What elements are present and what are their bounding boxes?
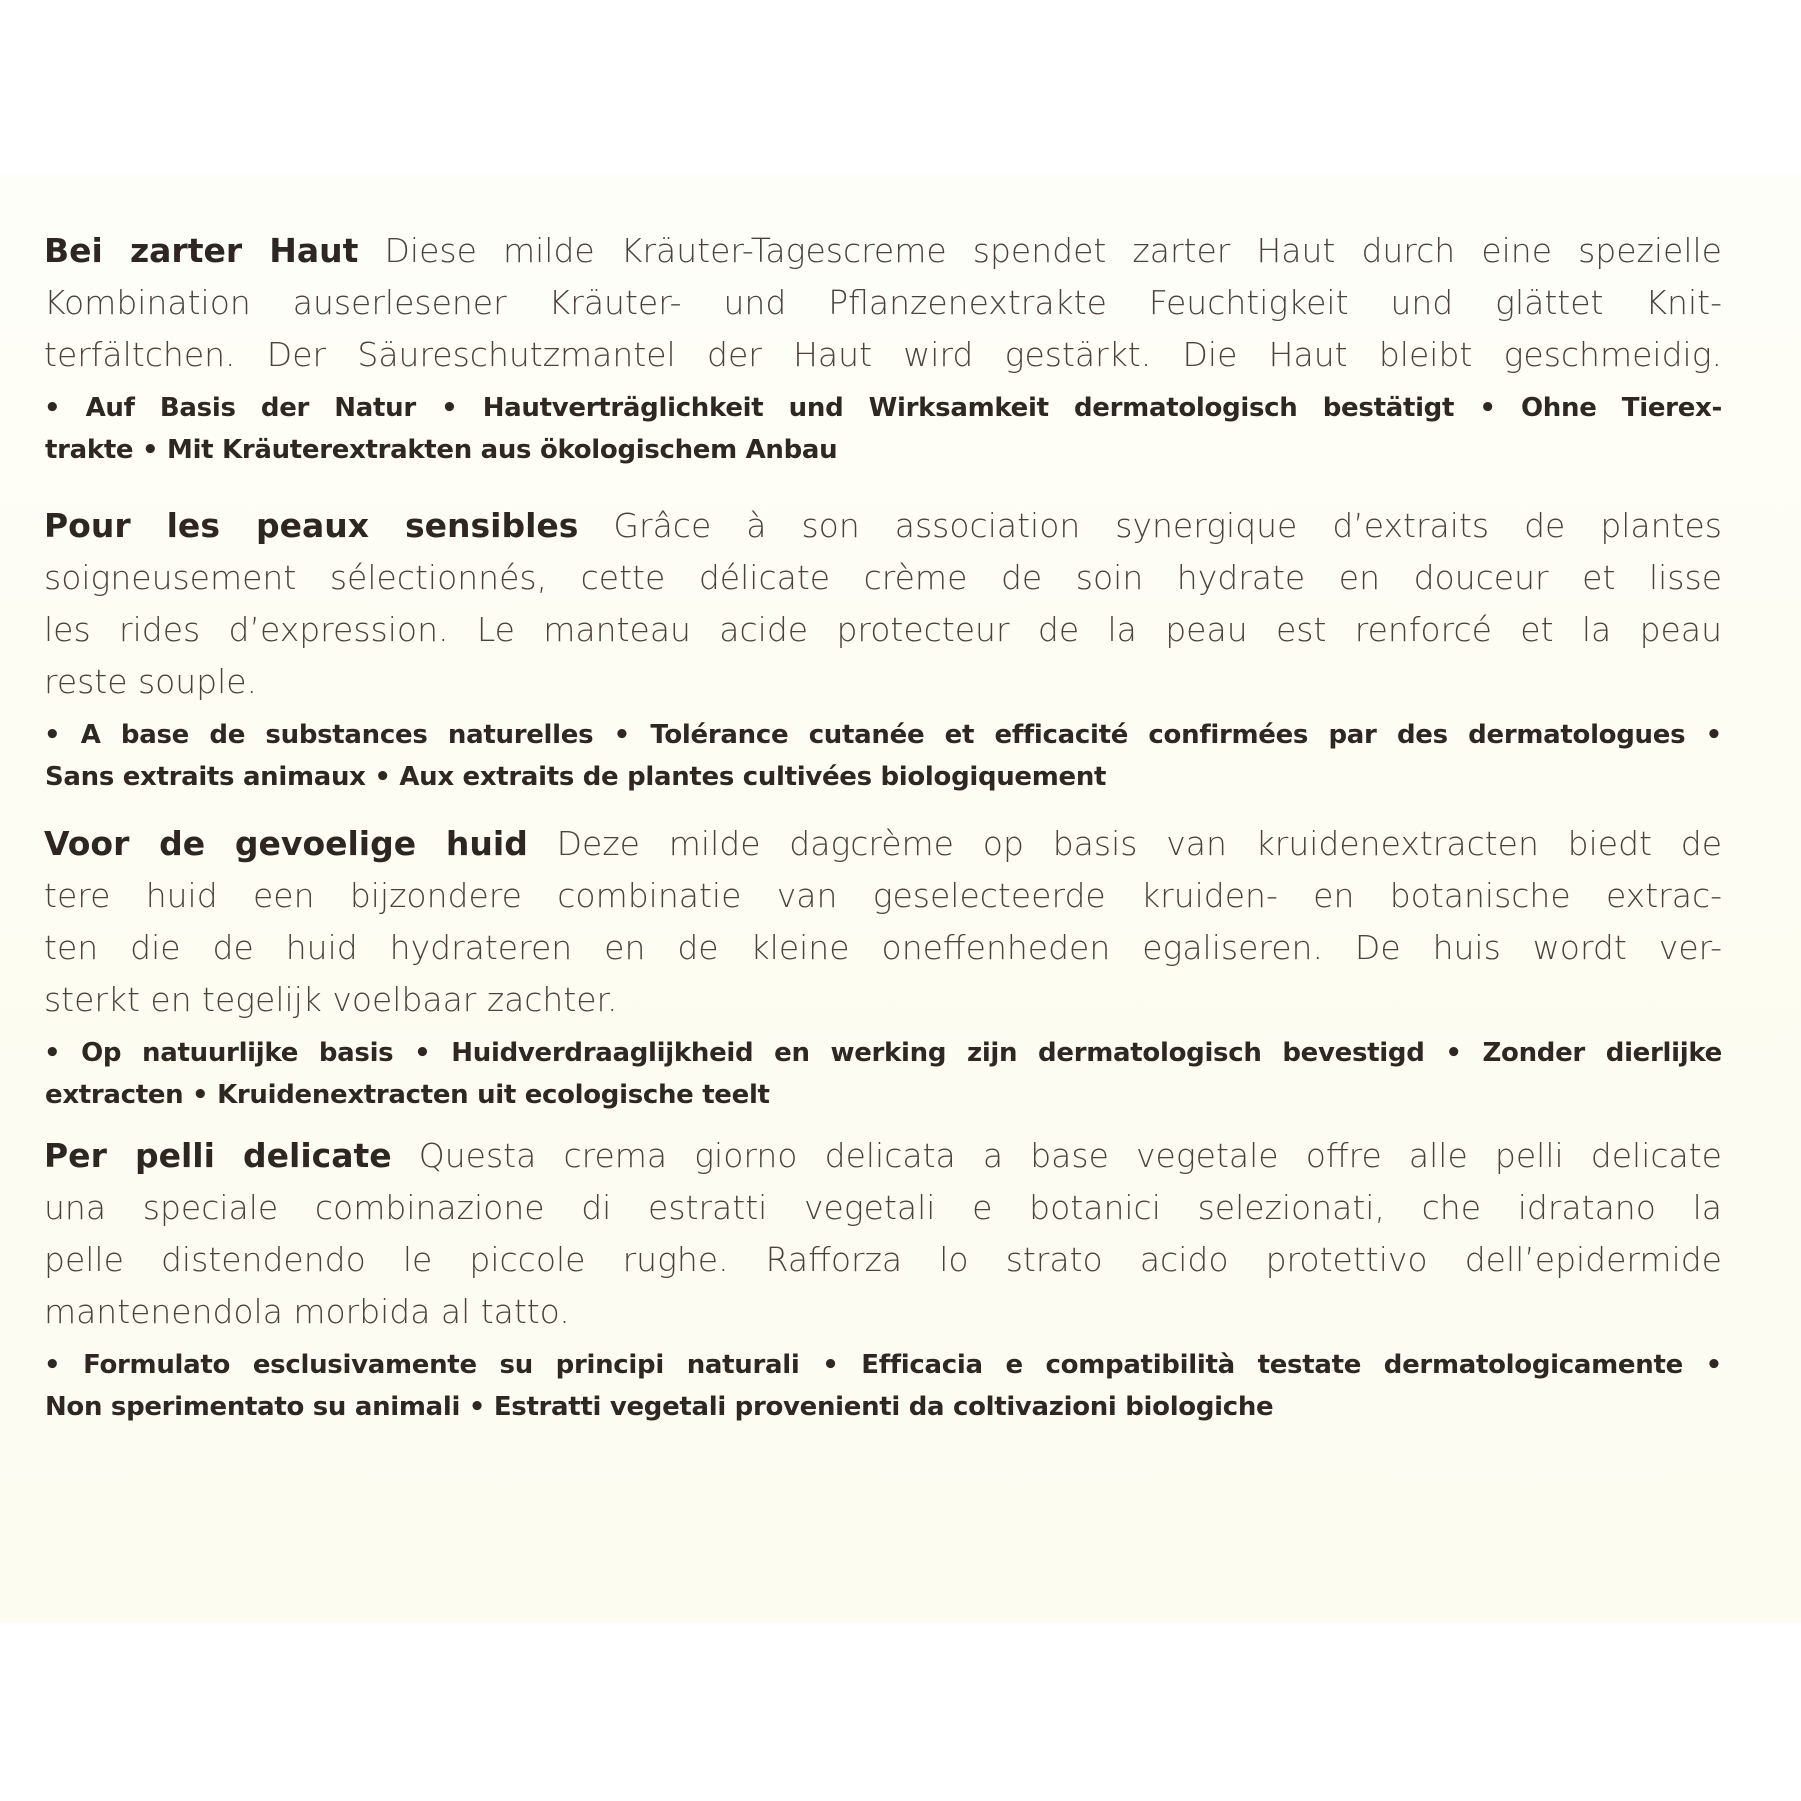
body-line	[44, 1130, 1722, 1182]
feature-bullets	[44, 714, 1724, 798]
body-line: pelle distendendo le piccole rughe. Rafforza lo strato acido protettivo dell’epidermide	[44, 1240, 1722, 1279]
bullet-line: Sans extraits animaux • Aux extraits de plantes cultivées biologiquement	[45, 762, 1107, 792]
body-text: Diese milde Kräuter-Tagescreme spendet zarter Haut durch eine spezielle	[358, 231, 1722, 270]
body-line	[44, 818, 1722, 870]
section-heading: Pour les peaux sensibles	[44, 506, 579, 545]
bullet-line: • Auf Basis der Natur • Hautverträglichkeit und Wirksamkeit dermatologisch bestätigt • Ohne Tierex-	[44, 393, 1722, 423]
body-line: Kombination auserlesener Kräuter- und Pflanzenextrakte Feuchtigkeit und glättet Knit-	[44, 283, 1722, 322]
body-text: Questa crema giorno delicata a base vegetale offre alle pelli delicate	[391, 1136, 1722, 1175]
body-text: Grâce à son association synergique d’extraits de plantes	[578, 506, 1723, 545]
body-line: terfältchen. Der Säureschutzmantel der Haut wird gestärkt. Die Haut bleibt geschmeidig.	[44, 335, 1722, 374]
section-heading: Per pelli delicate	[44, 1136, 392, 1175]
bullet-line: extracten • Kruidenextracten uit ecologische teelt	[45, 1080, 770, 1110]
section-italian	[44, 1130, 1724, 1428]
body-line: reste souple.	[44, 662, 258, 701]
body-line: soigneusement sélectionnés, cette délicate crème de soin hydrate en douceur et lisse	[44, 558, 1722, 597]
feature-bullets	[44, 1032, 1724, 1116]
feature-bullets	[44, 1344, 1724, 1428]
body-line: mantenendola morbida al tatto.	[44, 1292, 570, 1331]
section-dutch	[44, 818, 1724, 1116]
bullet-line: trakte • Mit Kräuterextrakten aus ökologischem Anbau	[45, 435, 838, 465]
body-text: Deze milde dagcrème op basis van kruidenextracten biedt de	[527, 824, 1723, 863]
body-line	[44, 225, 1722, 277]
section-german	[44, 225, 1724, 471]
body-line	[44, 500, 1722, 552]
bullet-line: • Formulato esclusivamente su principi naturali • Efficacia e compatibilità testate dermatologicamente •	[44, 1350, 1722, 1380]
bullet-line: Non sperimentato su animali • Estratti vegetali provenienti da coltivazioni biologiche	[45, 1392, 1274, 1422]
body-line: sterkt en tegelijk voelbaar zachter.	[44, 980, 618, 1019]
feature-bullets	[44, 387, 1724, 471]
body-line: una speciale combinazione di estratti vegetali e botanici selezionati, che idratano la	[44, 1188, 1722, 1227]
bullet-line: • Op natuurlijke basis • Huidverdraaglijkheid en werking zijn dermatologisch bevestigd • Zonder dierlijke	[44, 1038, 1722, 1068]
section-heading: Bei zarter Haut	[44, 231, 359, 270]
body-line: tere huid een bijzondere combinatie van geselecteerde kruiden- en botanische extrac-	[44, 876, 1722, 915]
section-french	[44, 500, 1724, 798]
bullet-line: • A base de substances naturelles • Tolérance cutanée et efficacité confirmées par des dermatologues •	[44, 720, 1722, 750]
section-heading: Voor de gevoelige huid	[44, 824, 528, 863]
body-line: les rides d’expression. Le manteau acide protecteur de la peau est renforcé et la peau	[44, 610, 1722, 649]
body-line: ten die de huid hydrateren en de kleine oneffenheden egaliseren. De huis wordt ver-	[44, 928, 1722, 967]
